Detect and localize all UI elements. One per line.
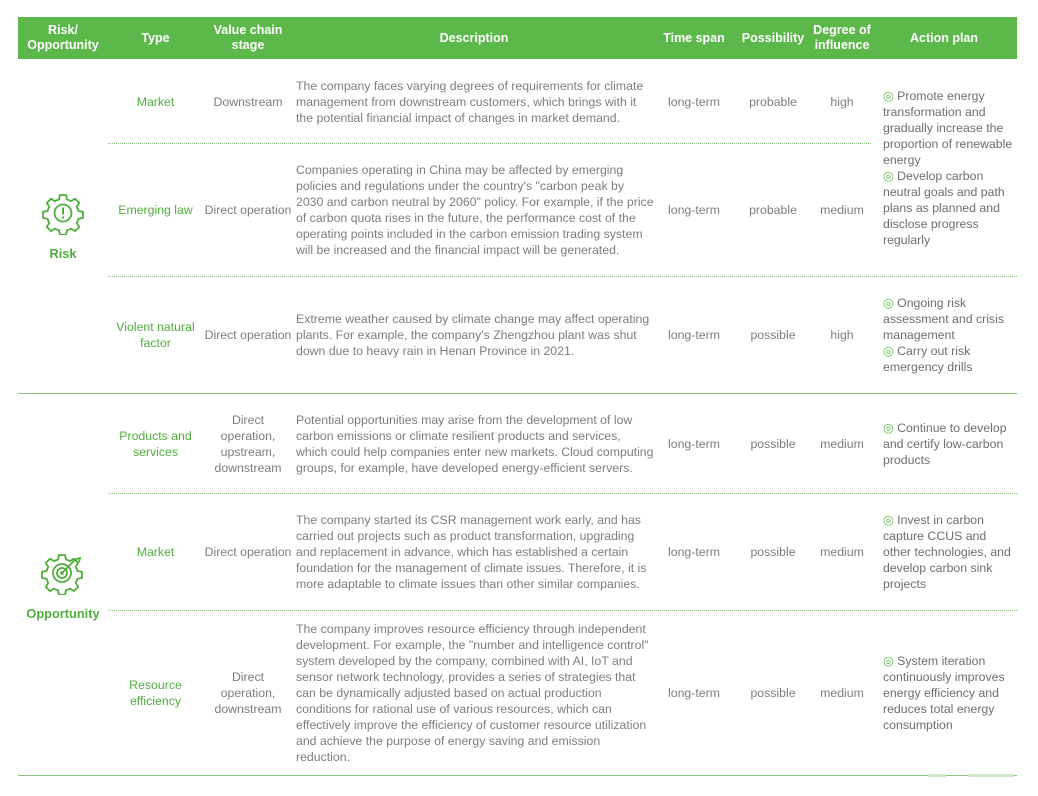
risk-row3-stage: Direct operation	[204, 328, 292, 342]
risk-row1-time-span: long-term	[668, 94, 720, 109]
bullet-icon: ◎	[883, 421, 894, 435]
risk-row1-degree: high	[830, 94, 854, 109]
risk-row1-description: The company faces varying degrees of requirements for climate management from downstream customers, which brings with it the potential financial impact of changes in market demand.	[296, 78, 644, 125]
bullet-icon: ◎	[883, 513, 894, 527]
plan-item: ◎ Promote energy transformation and gradually increase the proportion of renewable energy	[883, 88, 1013, 167]
risk-row2-degree: medium	[820, 203, 864, 217]
risk-row1-stage: Downstream	[213, 94, 283, 109]
risk-row3-degree: high	[830, 328, 854, 342]
opp-row2-stage: Direct operation	[204, 545, 292, 559]
bullet-icon: ◎	[883, 296, 894, 310]
opp-row2-type: Market	[136, 545, 175, 559]
opp-row2-description: The company started its CSR management work early, and has carried out projects such as product transformation, upgrading and replacement in advance, which has established a certain foundation for the management of climate issues. Therefore, it is more adaptable to climate issues than other similar companies.	[296, 513, 647, 591]
risk-row2-type: Emerging law	[118, 203, 193, 217]
bullet-icon: ◎	[883, 344, 894, 358]
opportunity-label: Opportunity	[26, 606, 100, 621]
opp-row2-degree: medium	[820, 545, 864, 559]
bullet-icon: ◎	[883, 654, 894, 668]
header-description: Description	[439, 30, 509, 45]
risk-row2-description: Companies operating in China may be affected by emerging policies and regulations under the country's "carbon peak by 2030 and carbon neutral by 2060" policy. For example, if the price of carbon quota rises in the future, the performance cost of the operating points included in the carbon emission trading system will be increased and the financial impact will be generated.	[296, 163, 654, 257]
opp-row3-stage: Direct operation, downstream	[214, 670, 282, 716]
header-action-plan: Action plan	[909, 30, 979, 45]
plan-item: ◎ Carry out risk emergency drills	[883, 344, 973, 374]
risk-plan-a	[883, 59, 1017, 276]
risk-row3-time-span: long-term	[668, 328, 720, 342]
opp-row1-degree: medium	[820, 437, 864, 451]
opp-row2-time-span: long-term	[668, 545, 720, 559]
opp-row2-possibility: possible	[750, 545, 796, 559]
gear-target-icon	[40, 549, 86, 600]
header-possibility: Possibility	[741, 30, 805, 45]
risk-row2-possibility: probable	[749, 203, 797, 217]
decorative-mark	[968, 774, 1014, 777]
plan-item: ◎ Continue to develop and certify low-carbon products	[883, 421, 1007, 467]
opp-row3-description: The company improves resource efficiency through independent development. For example, the "number and intelligence control" system developed by the company, combined with AI, IoT and sensor network technology, provides a series of strategies that can be dynamically adjusted based on actual production conditions for rational use of various resources, which can effectively improve the efficiency of customer resource utilization and achieve the purpose of energy saving and emission reduction.	[296, 622, 649, 764]
opp-row1-type: Products and services	[119, 429, 192, 459]
category-risk	[18, 59, 108, 393]
risk-row3-description: Extreme weather caused by climate change may affect operating plants. For example, the company's Zhengzhou plant was shut down due to heavy rain in Henan Province in 2021.	[296, 312, 650, 358]
risk-row3-type: Violent natural factor	[116, 320, 195, 350]
risk-plan-b	[883, 277, 1017, 393]
opp-row1-possibility: possible	[750, 437, 796, 451]
header-risk-opportunity: Risk/ Opportunity	[27, 23, 99, 52]
risk-row2-stage: Direct operation	[204, 203, 292, 217]
opp-row3-degree: medium	[820, 686, 864, 700]
bullet-icon: ◎	[883, 168, 894, 183]
risk-row3-possibility: possible	[750, 328, 796, 342]
plan-item: ◎ Invest in carbon capture CCUS and other technologies, and develop carbon sink projects	[883, 513, 1011, 591]
opp-row1-description: Potential opportunities may arise from the development of low carbon emissions or climate resilient products and services, which could help companies enter new markets. Cloud computing groups, for example, have developed energy-efficient servers.	[296, 413, 654, 475]
opp-row3-time-span: long-term	[668, 686, 720, 700]
opp-row1-stage: Direct operation, upstream, downstream	[214, 413, 282, 475]
risk-row1-type: Market	[136, 94, 175, 109]
plan-item: ◎ System iteration continuously improves energy efficiency and reduces total energy consumption	[883, 654, 1005, 732]
opp-row1-time-span: long-term	[668, 437, 720, 451]
header-type: Type	[141, 30, 170, 45]
opp-row1-plan	[883, 394, 1017, 494]
header-value-chain: Value chain stage	[213, 23, 283, 52]
opp-row3-plan	[883, 611, 1017, 775]
category-opportunity	[18, 395, 108, 775]
risk-label: Risk	[49, 246, 77, 261]
plan-item: ◎ Develop carbon neutral goals and path plans as planned and disclose progress regularly	[883, 168, 1005, 247]
header-time-span: Time span	[663, 30, 725, 45]
opp-row2-plan	[883, 494, 1017, 610]
bullet-icon: ◎	[883, 88, 894, 103]
decorative-mark	[928, 774, 946, 777]
risk-row2-time-span: long-term	[668, 203, 720, 217]
plan-item: ◎ Ongoing risk assessment and crisis management	[883, 296, 1004, 342]
risk-row1-possibility: probable	[749, 94, 797, 109]
table-bottom-border	[18, 775, 1017, 776]
header-degree: Degree of influence	[813, 23, 871, 52]
gear-warning-icon	[41, 191, 85, 240]
opp-row3-possibility: possible	[750, 686, 796, 700]
table-header	[18, 17, 1017, 59]
opp-row3-type: Resource efficiency	[129, 678, 182, 708]
